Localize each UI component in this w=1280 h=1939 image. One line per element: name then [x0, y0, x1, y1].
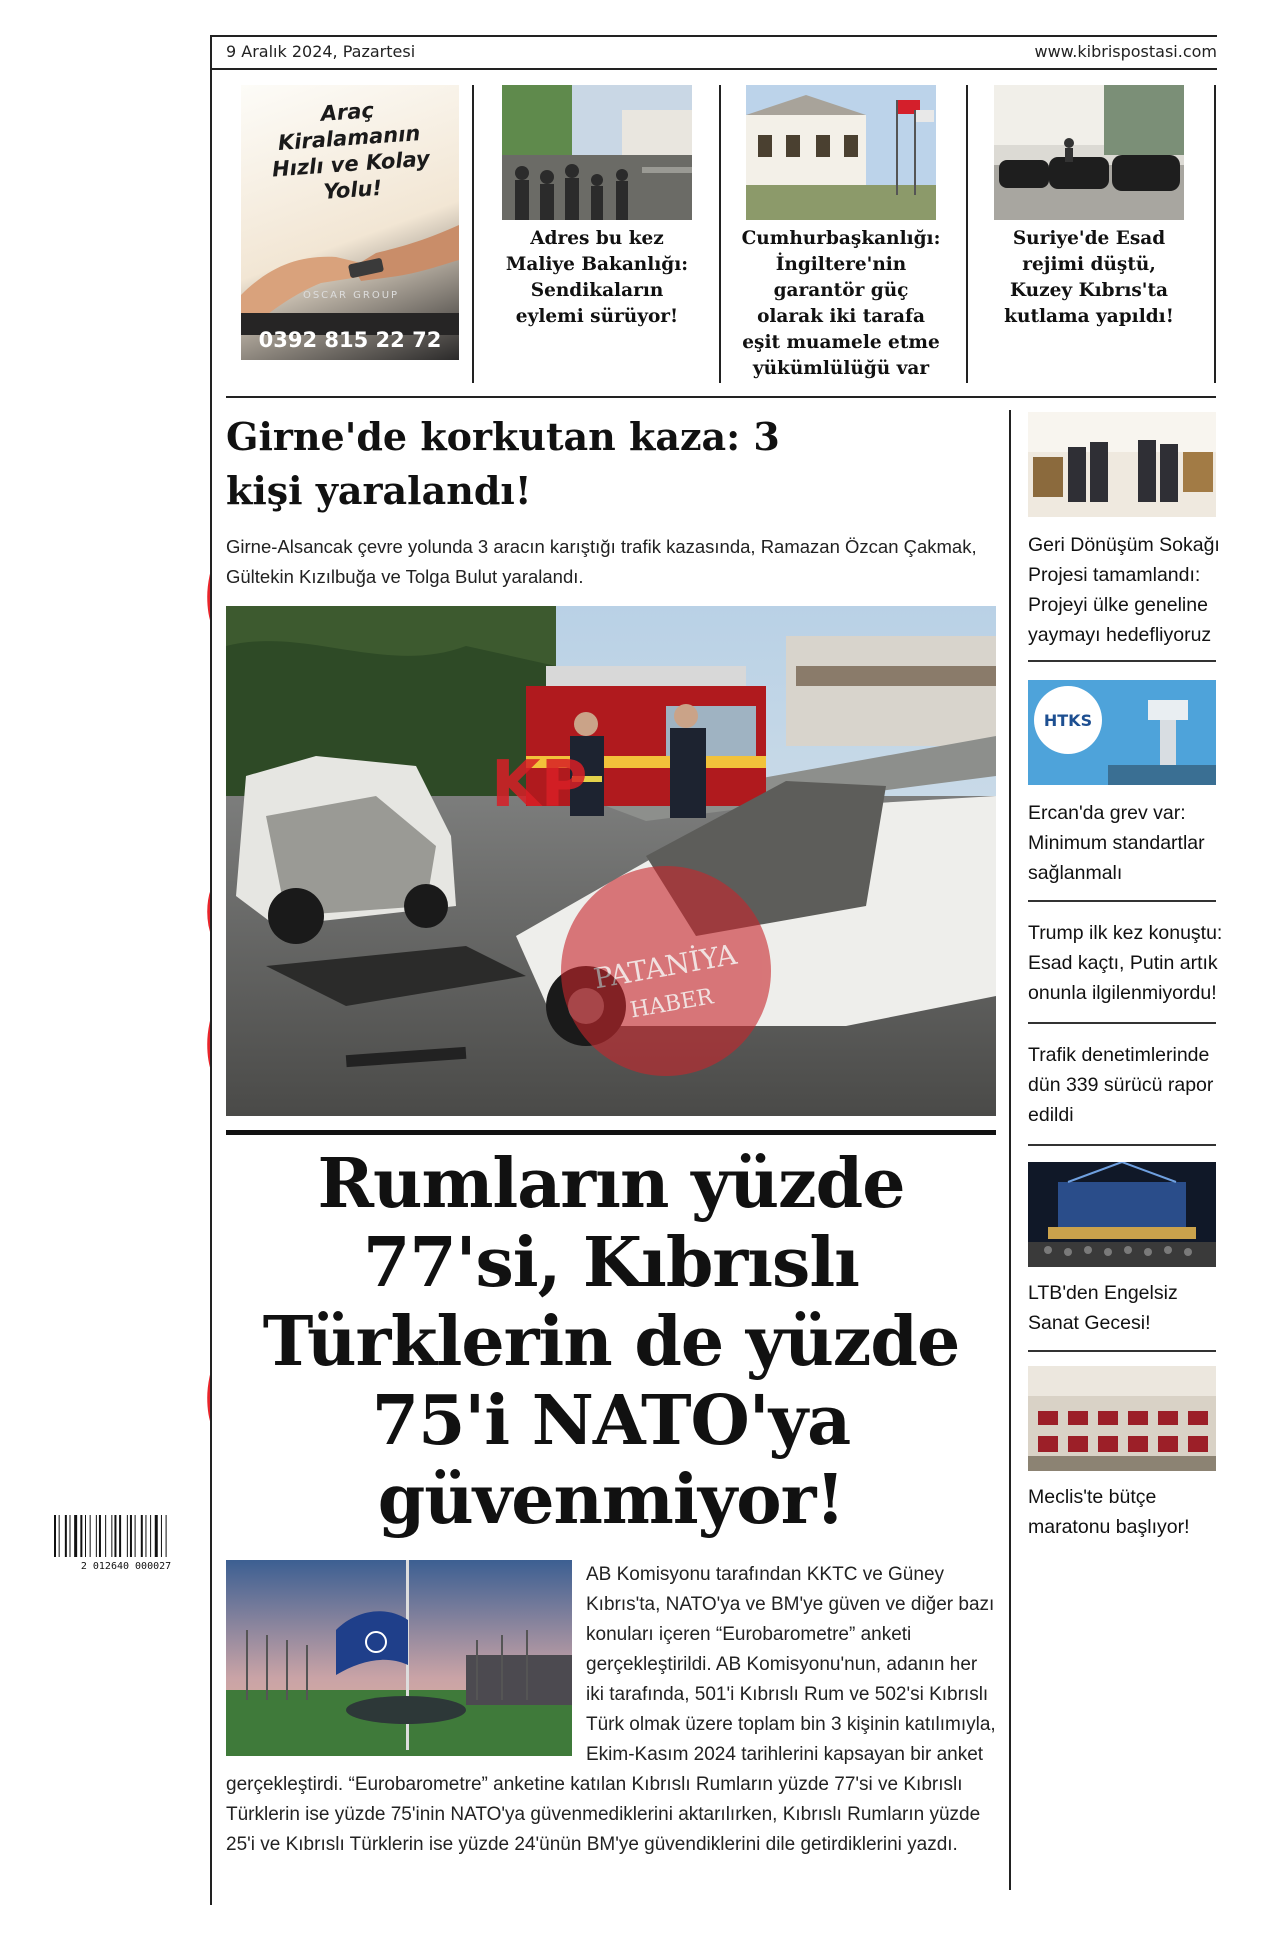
barcode-bar: [65, 1515, 67, 1557]
htks-badge: HTKS: [1043, 711, 1093, 730]
barcode-bar: [150, 1515, 151, 1557]
sidebar-separator: [1028, 900, 1216, 902]
barcode-bar: [161, 1515, 162, 1557]
barcode-bar: [135, 1515, 136, 1557]
sidebar-thumb-ltb[interactable]: [1028, 1162, 1216, 1267]
main-story-title[interactable]: Girne'de korkutan kaza: 3 kişi yaralandı!: [226, 414, 780, 513]
sidebar-thumb-meclis[interactable]: [1028, 1366, 1216, 1471]
barcode-number: 2 012640 000027: [80, 1561, 172, 1571]
barcode-bar: [127, 1515, 128, 1557]
sidebar-divider: [1009, 410, 1011, 1890]
sidebar-thumb-ercan[interactable]: [1028, 680, 1216, 785]
main-story-summary: Girne-Alsancak çevre yolunda 3 aracın karıştığı trafik kazasında, Ramazan Özcan Çakmak, Gültekin Kızılbuğa ve Tolga Bulut yaralandı.: [226, 536, 977, 587]
barcode-bar: [114, 1515, 116, 1557]
sidebar-title-ercan[interactable]: Ercan'da grev var: Minimum standartlar sağlanmalı: [1028, 802, 1205, 884]
barcode-bar: [70, 1515, 71, 1557]
kp-logo-text: KP: [491, 748, 588, 822]
masthead-wordmark: KIBRIS POSTASI: [163, 38, 212, 1518]
barcode-bar: [105, 1515, 106, 1557]
website-link[interactable]: www.kibrispostasi.com: [1034, 42, 1217, 61]
barcode-bar: [155, 1515, 158, 1557]
pataniya-watermark: [561, 866, 771, 1076]
barcode-bar: [141, 1515, 143, 1557]
sidebar-separator: [1028, 1022, 1216, 1024]
column-divider: [719, 85, 721, 383]
lead-headline[interactable]: Rumların yüzde 77'si, Kıbrıslı Türklerin de yüzde 75'i NATO'ya güvenmiyor!: [262, 1144, 960, 1540]
sidebar-title-trafik[interactable]: Trafik denetimlerinde dün 339 sürücü rapor edildi: [1028, 1044, 1214, 1126]
barcode-bar: [74, 1515, 77, 1557]
barcode-bar: [99, 1515, 101, 1557]
barcode-bar: [90, 1515, 91, 1557]
car-rental-ad[interactable]: [241, 85, 459, 360]
barcode-bar: [54, 1515, 56, 1557]
header-bottom-rule: [212, 68, 1217, 70]
barcode: [52, 1515, 200, 1571]
ad-title: Araç Kiralamanın Hızlı ve Kolay Yolu!: [271, 98, 431, 204]
barcode-bar: [111, 1515, 112, 1557]
sidebar-title-recycling[interactable]: Geri Dönüşüm Sokağı Projesi tamamlandı: Projeyi ülke geneline yaymayı hedefliyoruz: [1028, 534, 1220, 646]
barcode-bar: [80, 1515, 82, 1557]
sidebar-thumb-recycling[interactable]: [1028, 412, 1216, 517]
masthead-logo-svg: [42, 38, 212, 1518]
issue-date: 9 Aralık 2024, Pazartesi: [226, 42, 416, 61]
watermark-line1: PATANİYA: [591, 937, 740, 996]
header-top-rule: [212, 35, 1217, 37]
watermark-line2: HABER: [628, 984, 716, 1024]
barcode-bar: [130, 1515, 132, 1557]
story-title-cumhurbaskanligi[interactable]: Cumhurbaşkanlığı: İngiltere'nin garantör güç olarak iki tarafa eşit muamele etme yükümlülüğü var: [741, 228, 941, 379]
story-thumb-presidency[interactable]: [746, 85, 936, 220]
ad-phone: 0392 815 22 72: [258, 328, 442, 352]
barcode-bar: [96, 1515, 97, 1557]
hands-key-illustration: [241, 185, 459, 335]
column-divider: [966, 85, 968, 383]
sidebar-title-meclis[interactable]: Meclis'te bütçe maratonu başlıyor!: [1028, 1486, 1190, 1538]
masthead-logo: [42, 38, 212, 1518]
sidebar-separator: [1028, 1350, 1216, 1352]
sidebar-separator: [1028, 1144, 1216, 1146]
nato-flag-photo[interactable]: [226, 1560, 572, 1756]
ad-brand: OSCAR GROUP: [302, 290, 400, 301]
lead-story-rule: [226, 1130, 996, 1135]
story-title-maliye[interactable]: Adres bu kez Maliye Bakanlığı: Sendikaların eylemi sürüyor!: [505, 228, 689, 327]
kp-watermark-logo: [491, 748, 588, 822]
barcode-bar: [85, 1515, 86, 1557]
sidebar-title-trump[interactable]: Trump ilk kez konuştu: Esad kaçtı, Putin artık onunla ilgilenmiyordu!: [1028, 922, 1223, 1004]
crash-photo[interactable]: [226, 606, 996, 1116]
barcode-bar: [166, 1515, 167, 1557]
column-divider: [1214, 85, 1216, 383]
lead-story-text: AB Komisyonu tarafından KKTC ve Güney Kıbrıs'ta, NATO'ya ve BM'ye güven ve diğer bazı konuları içeren “Eurobarometre” anketi gerçekleştirildi. AB Komisyonu'nun, adanın her iki tarafında, 501'i Kıbrıslı Rum ve 502'si Kıbrıslı Türk olmak üzere toplam bin 3 kişinin katılımıyla, Ekim-Kasım 2024 tarihlerini kapsayan bir anket gerçekleştirdi. “Eurobarometre” anketine katılan Kıbrıslı Rumların yüzde 77'si ve Kıbrıslı Türklerin ise yüzde 75'inin NATO'ya güvenmediklerini aktarılırken, Kıbrıslı Rumların yüzde 25'i ve Kıbrıslı Türklerin ise yüzde 24'ünün BM'ye güvendiklerini dile getirdiklerini yazdı.: [226, 1564, 996, 1855]
story-thumb-protest[interactable]: [502, 85, 692, 220]
section-rule: [226, 396, 1216, 398]
barcode-bar: [145, 1515, 146, 1557]
story-thumb-celebration[interactable]: [994, 85, 1184, 220]
story-title-suriye[interactable]: Suriye'de Esad rejimi düştü, Kuzey Kıbrıs'ta kutlama yapıldı!: [1004, 228, 1174, 327]
masthead-divider: [210, 35, 212, 1905]
masthead: [0, 0, 210, 1939]
barcode-bar: [119, 1515, 121, 1557]
barcode-bar: [59, 1515, 60, 1557]
sidebar-title-ltb[interactable]: LTB'den Engelsiz Sanat Gecesi!: [1028, 1282, 1178, 1334]
sidebar-separator: [1028, 660, 1216, 662]
column-divider: [472, 85, 474, 383]
